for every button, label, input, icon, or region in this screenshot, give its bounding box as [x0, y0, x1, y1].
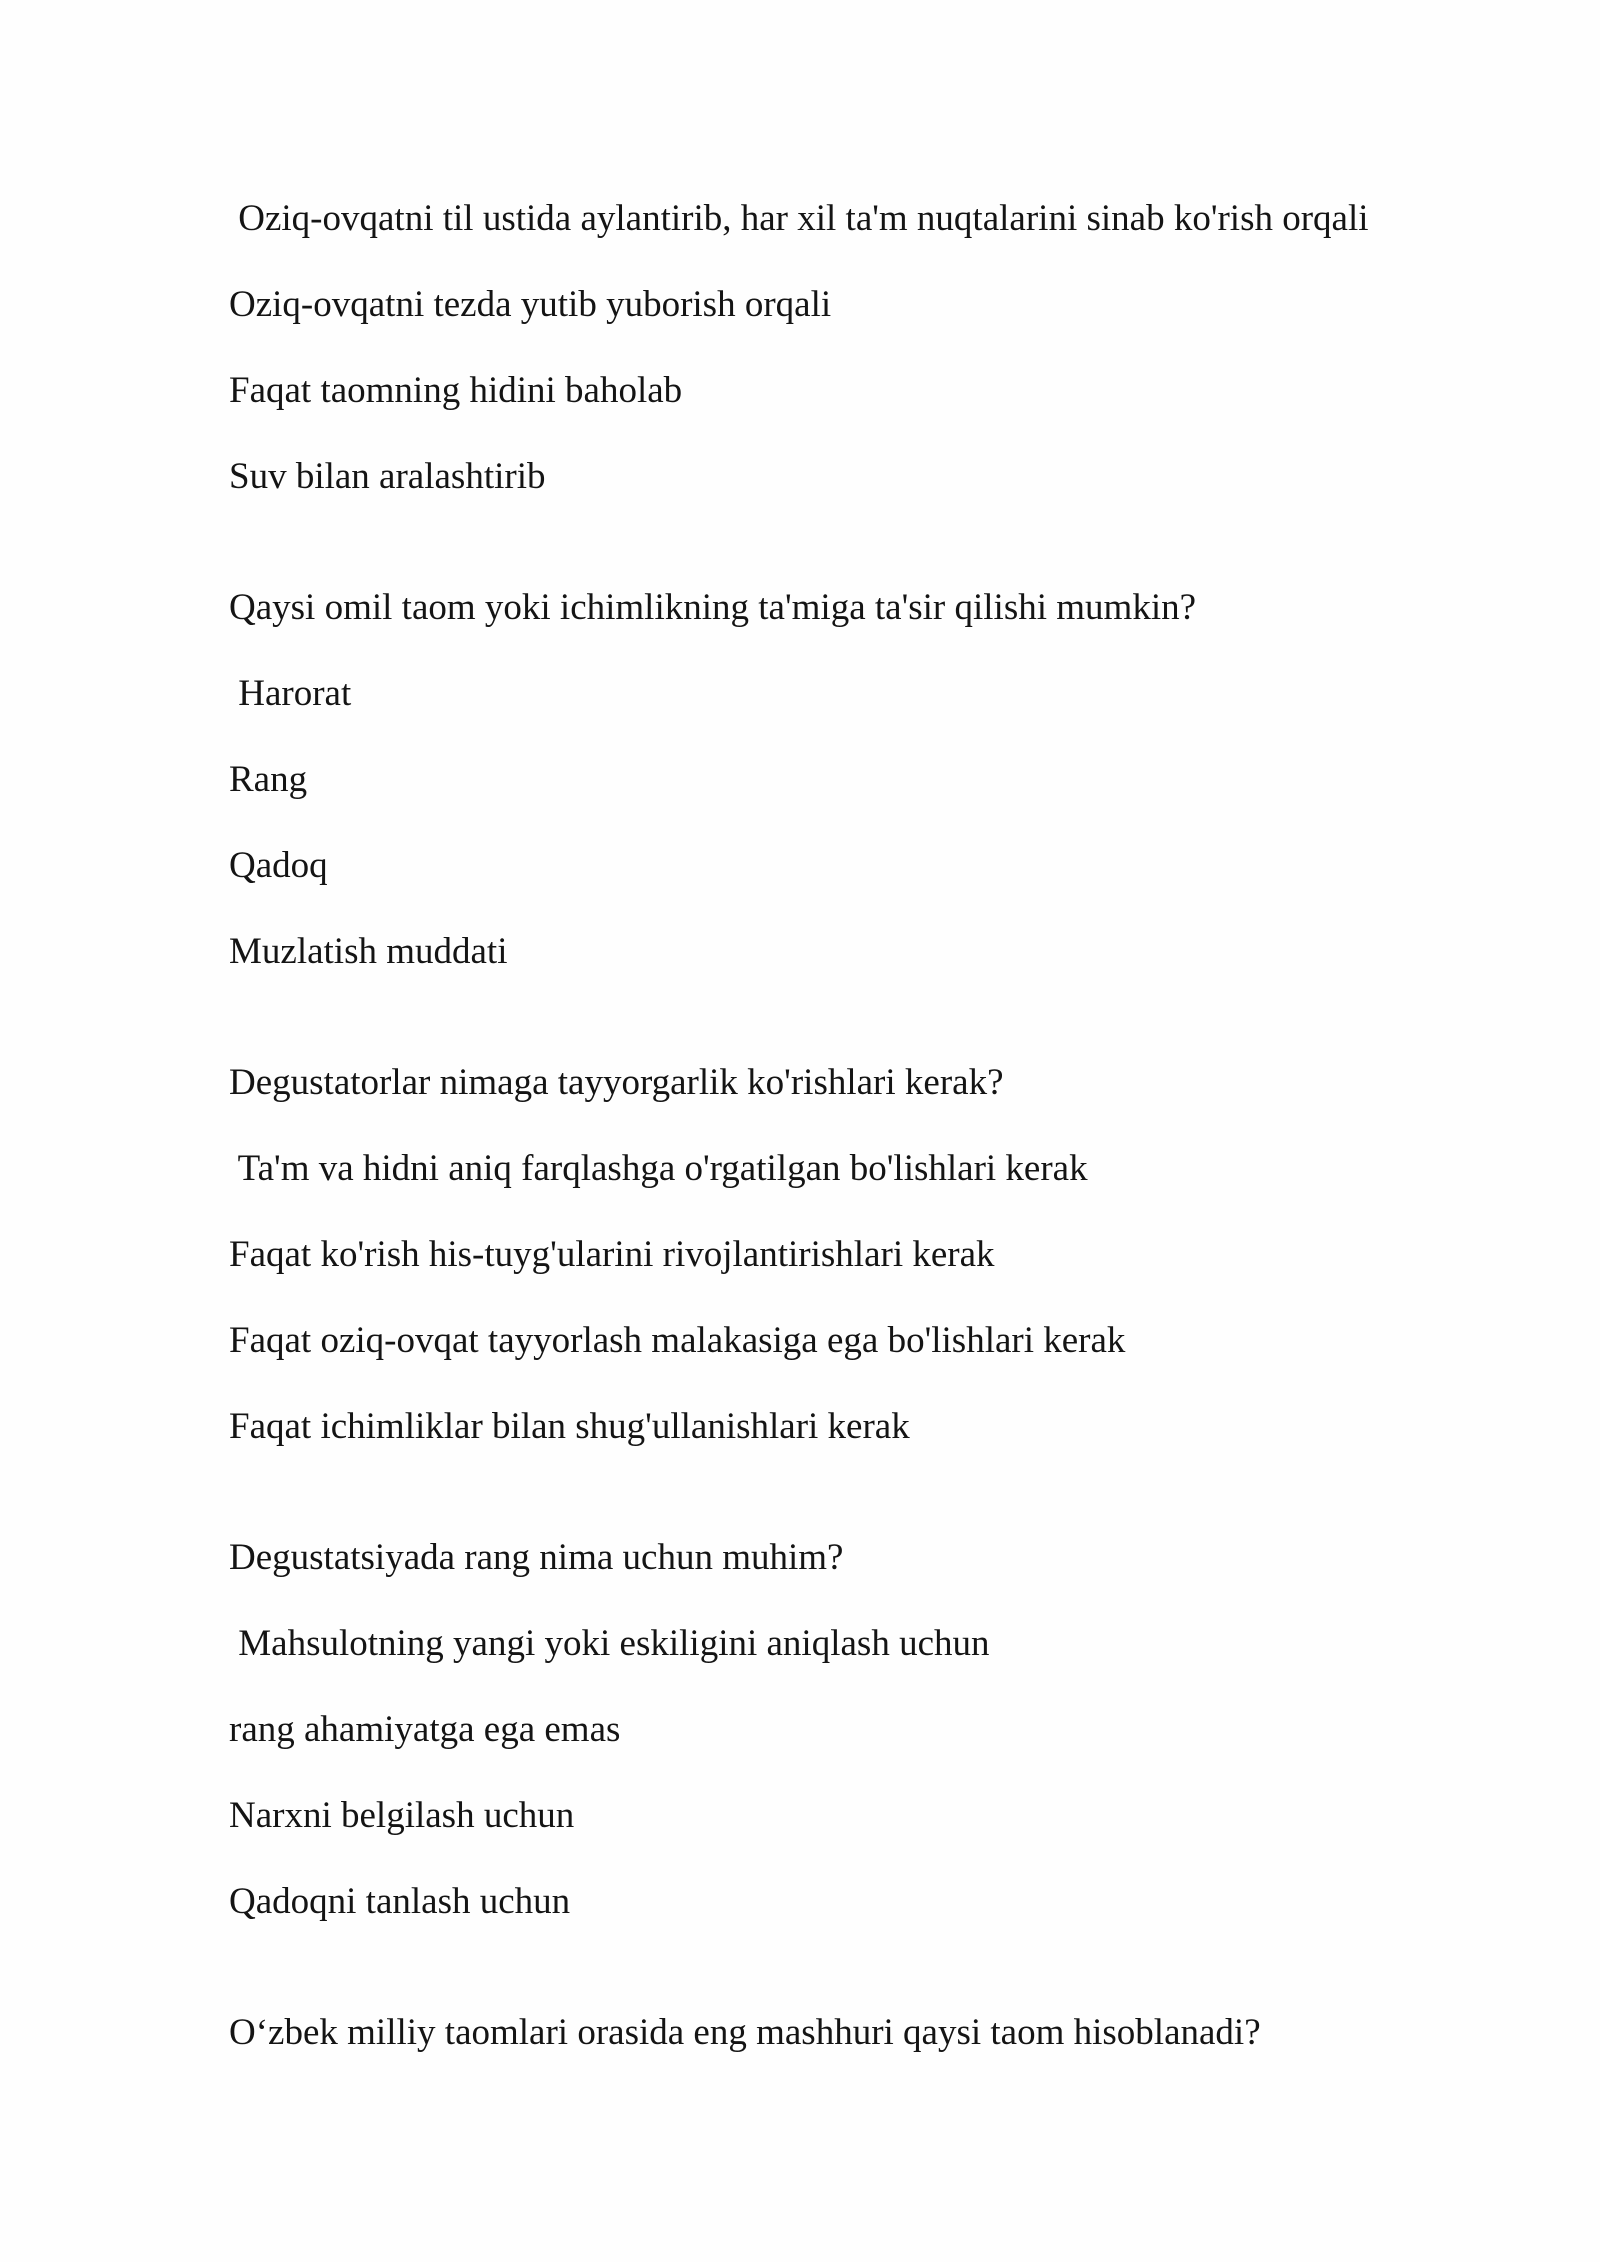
question-line: Oʻzbek milliy taomlari orasida eng mashhuri qaysi taom hisoblanadi?	[229, 2012, 1261, 2053]
question-line: Qaysi omil taom yoki ichimlikning ta'miga ta'sir qilishi mumkin?	[229, 587, 1197, 628]
question-line: Degustatsiyada rang nima uchun muhim?	[229, 1537, 844, 1578]
question-line: Degustatorlar nimaga tayyorgarlik ko'rishlari kerak?	[229, 1062, 1004, 1103]
answer-option-line: Qadoqni tanlash uchun	[229, 1881, 571, 1922]
answer-option-line: Faqat oziq-ovqat tayyorlash malakasiga ega bo'lishlari kerak	[229, 1320, 1126, 1361]
answer-option-line: Faqat taomning hidini baholab	[229, 370, 683, 411]
answer-option-line: Oziq-ovqatni til ustida aylantirib, har xil ta'm nuqtalarini sinab ko'rish orqali	[229, 198, 1369, 239]
answer-option-line: Narxni belgilash uchun	[229, 1795, 575, 1836]
answer-option-line: Ta'm va hidni aniq farqlashga o'rgatilgan bo'lishlari kerak	[229, 1148, 1088, 1189]
answer-option-line: Suv bilan aralashtirib	[229, 456, 546, 497]
answer-option-line: Qadoq	[229, 845, 328, 886]
answer-option-line: Faqat ko'rish his-tuyg'ularini rivojlantirishlari kerak	[229, 1234, 995, 1275]
answer-option-line: Muzlatish muddati	[229, 931, 508, 972]
answer-option-line: Oziq-ovqatni tezda yutib yuborish orqali	[229, 284, 832, 325]
answer-option-line: Faqat ichimliklar bilan shug'ullanishlari kerak	[229, 1406, 910, 1447]
answer-option-line: Rang	[229, 759, 308, 800]
answer-option-line: Mahsulotning yangi yoki eskiligini aniqlash uchun	[229, 1623, 990, 1664]
document-text-block	[229, 176, 1559, 2076]
answer-option-line: rang ahamiyatga ega emas	[229, 1709, 621, 1750]
answer-option-line: Harorat	[229, 673, 352, 714]
